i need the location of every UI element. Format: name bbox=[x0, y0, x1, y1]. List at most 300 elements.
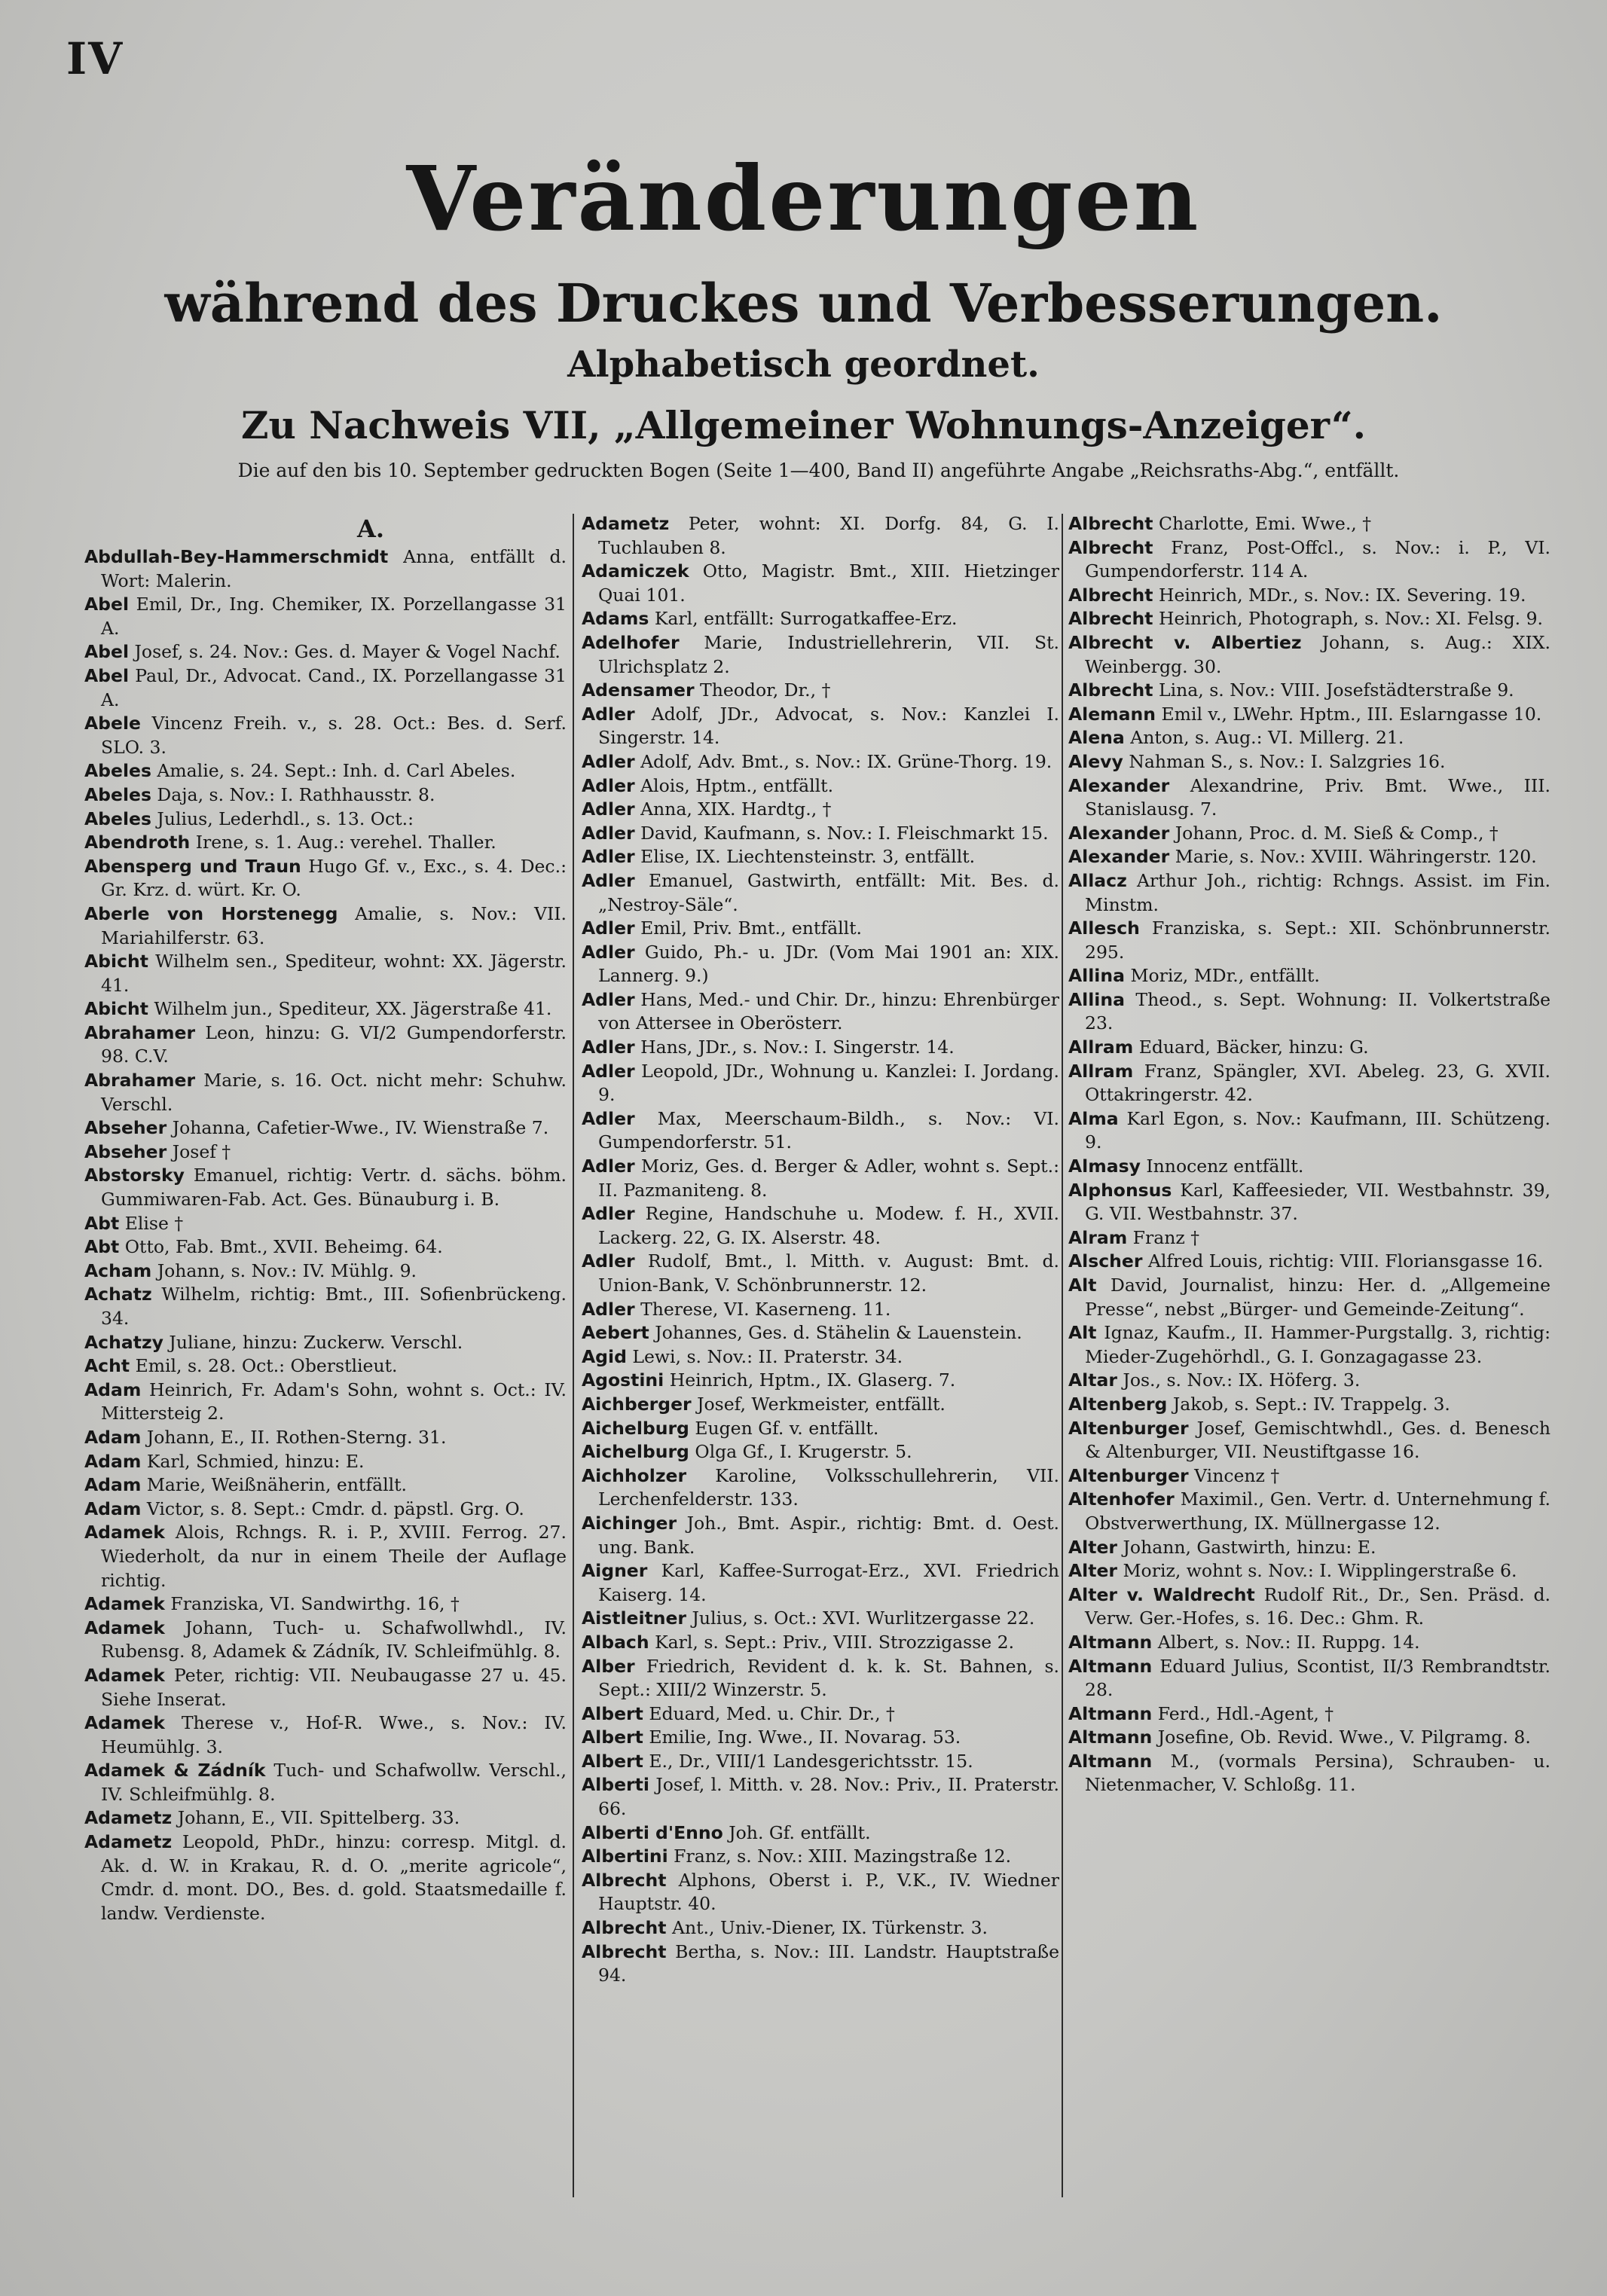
directory-entry bbox=[582, 1440, 1059, 1464]
entry-surname: Alemann bbox=[1068, 703, 1156, 725]
entry-details: Hans, Med.- und Chir. Dr., hinzu: Ehrenbürger von Attersee in Oberösterr. bbox=[598, 988, 1059, 1034]
directory-entry bbox=[84, 1664, 567, 1711]
entry-surname: Adam bbox=[84, 1379, 142, 1400]
entry-surname: Adler bbox=[582, 917, 635, 939]
directory-entry bbox=[1068, 1321, 1550, 1369]
directory-entry bbox=[84, 902, 567, 950]
entry-details: Peter, richtig: VII. Neubaugasse 27 u. 45. Siehe Inserat. bbox=[101, 1664, 567, 1710]
entry-details: Johann, E., VII. Spittelberg. 33. bbox=[177, 1807, 460, 1829]
directory-entry bbox=[582, 1464, 1059, 1512]
entry-details: Vincenz † bbox=[1194, 1464, 1280, 1486]
entry-surname: Acham bbox=[84, 1259, 152, 1281]
entry-details: Emil, Dr., Ing. Chemiker, IX. Porzellangasse 31 A. bbox=[101, 594, 567, 639]
directory-entry bbox=[582, 845, 1059, 869]
entry-details: Emanuel, Gastwirth, entfällt: Mit. Bes. d. „Nestroy-Säle“. bbox=[598, 869, 1059, 915]
directory-entry bbox=[582, 869, 1059, 917]
entry-details: Josef, Gemischtwhdl., Ges. d. Benesch & Altenburger, VII. Neustiftgasse 16. bbox=[1085, 1417, 1550, 1463]
entry-surname: Adler bbox=[582, 1298, 635, 1320]
entry-details: Marie, s. Nov.: XVIII. Währingerstr. 120. bbox=[1175, 846, 1537, 868]
directory-entry bbox=[582, 1036, 1059, 1060]
entry-details: Franziska, VI. Sandwirthg. 16, † bbox=[170, 1593, 460, 1615]
entry-details: Marie, s. 16. Oct. nicht mehr: Schuhw. Verschl. bbox=[101, 1070, 567, 1115]
directory-entry bbox=[582, 1155, 1059, 1202]
directory-entry bbox=[84, 1116, 567, 1140]
entry-details: Moriz, MDr., entfällt. bbox=[1130, 965, 1320, 987]
directory-entry bbox=[84, 950, 567, 997]
directory-entry bbox=[1068, 1417, 1550, 1464]
entry-details: Irene, s. 1. Aug.: verehel. Thaller. bbox=[195, 832, 496, 853]
directory-entry bbox=[1068, 1726, 1550, 1750]
entry-surname: Altenhofer bbox=[1068, 1488, 1175, 1510]
entry-details: Anna, entfällt d. Wort: Malerin. bbox=[101, 546, 567, 591]
entry-details: Regine, Handschuhe u. Modew. f. H., XVII. Lackerg. 22, G. IX. Alserstr. 48. bbox=[598, 1203, 1059, 1248]
column-1 bbox=[84, 512, 567, 1925]
directory-entry bbox=[84, 1069, 567, 1116]
entry-surname: Adler bbox=[582, 1037, 635, 1058]
entry-details: Johanna, Cafetier-Wwe., IV. Wienstraße 7. bbox=[172, 1117, 549, 1139]
entry-details: Alois, Hptm., entfällt. bbox=[640, 774, 834, 796]
entry-details: Franz, Post-Offcl., s. Nov.: i. P., VI. Gumpendorferstr. 114 A. bbox=[1085, 536, 1550, 582]
entry-details: Johannes, Ges. d. Stähelin & Lauenstein. bbox=[655, 1322, 1022, 1344]
entry-surname: Adler bbox=[582, 798, 635, 820]
directory-entry bbox=[84, 1711, 567, 1759]
entry-details: M., (vormals Persina), Schrauben- u. Nietenmacher, V. Schloßg. 11. bbox=[1085, 1750, 1550, 1796]
entry-surname: Adensamer bbox=[582, 679, 695, 701]
entry-surname: Adam bbox=[84, 1426, 142, 1448]
directory-entry bbox=[84, 545, 567, 593]
entry-surname: Abicht bbox=[84, 998, 148, 1020]
intro-note: Die auf den bis 10. September gedruckten Bogen (Seite 1—400, Band II) angeführte Angabe „Reichsraths-Abg.“, entfällt. bbox=[237, 460, 1400, 481]
entry-surname: Alphonsus bbox=[1068, 1179, 1172, 1201]
directory-entry bbox=[582, 798, 1059, 822]
directory-entry bbox=[84, 1140, 567, 1165]
entry-surname: Alena bbox=[1068, 727, 1125, 749]
directory-entry bbox=[84, 997, 567, 1021]
directory-entry bbox=[582, 774, 1059, 798]
entry-surname: Albrecht bbox=[1068, 584, 1153, 606]
entry-surname: Albert bbox=[582, 1750, 643, 1772]
entry-surname: Adler bbox=[582, 1156, 635, 1177]
entry-details: Julius, s. Oct.: XVI. Wurlitzergasse 22. bbox=[692, 1608, 1035, 1629]
entry-details: Heinrich, MDr., s. Nov.: IX. Severing. 19. bbox=[1158, 584, 1526, 606]
directory-entry bbox=[1068, 1060, 1550, 1107]
entry-surname: Adamiczek bbox=[582, 560, 689, 582]
entry-details: Emil v., LWehr. Hptm., III. Eslarngasse 10. bbox=[1161, 703, 1542, 725]
directory-entry bbox=[1068, 1226, 1550, 1250]
entry-details: Max, Meerschaum-Bildh., s. Nov.: VI. Gumpendorferstr. 51. bbox=[598, 1107, 1059, 1153]
entry-surname: Albrecht v. Albertiez bbox=[1068, 631, 1302, 653]
directory-entry bbox=[84, 593, 567, 640]
entry-surname: Albrecht bbox=[582, 1940, 667, 1962]
entry-surname: Adler bbox=[582, 774, 635, 796]
entry-surname: Albert bbox=[582, 1727, 643, 1748]
entry-surname: Abrahamer bbox=[84, 1021, 196, 1043]
directory-entry bbox=[84, 664, 567, 712]
entry-surname: Altar bbox=[1068, 1369, 1117, 1391]
directory-entry bbox=[84, 1592, 567, 1617]
entry-details: David, Journalist, hinzu: Her. d. „Allgemeine Presse“, nebst „Bürger- und Gemeinde-Zeitung“. bbox=[1085, 1275, 1550, 1320]
entry-surname: Albrecht bbox=[1068, 513, 1153, 534]
entry-details: Friedrich, Revident d. k. k. St. Bahnen, s. Sept.: XIII/2 Winzerstr. 5. bbox=[598, 1655, 1059, 1701]
directory-entry bbox=[1068, 750, 1550, 774]
directory-entry bbox=[1068, 1464, 1550, 1488]
entry-details: Ant., Univ.-Diener, IX. Türkenstr. 3. bbox=[671, 1917, 988, 1939]
directory-entry bbox=[582, 1821, 1059, 1846]
entry-details: Emil, Priv. Bmt., entfällt. bbox=[640, 917, 863, 939]
directory-entry bbox=[582, 512, 1059, 560]
entry-details: Daja, s. Nov.: I. Rathhausstr. 8. bbox=[157, 783, 435, 805]
entry-surname: Agostini bbox=[582, 1369, 664, 1391]
entry-details: Emil, s. 28. Oct.: Oberstlieut. bbox=[135, 1355, 398, 1377]
directory-entry bbox=[84, 1212, 567, 1236]
directory-entry bbox=[582, 1655, 1059, 1702]
entry-surname: Abeles bbox=[84, 783, 151, 805]
directory-entry bbox=[84, 1426, 567, 1450]
entry-details: Johann, E., II. Rothen-Sterng. 31. bbox=[146, 1426, 447, 1448]
directory-entry bbox=[1068, 1655, 1550, 1702]
entry-details: Nahman S., s. Nov.: I. Salzgries 16. bbox=[1129, 750, 1446, 772]
entry-surname: Adelhofer bbox=[582, 631, 680, 653]
directory-entry bbox=[1068, 1393, 1550, 1417]
entry-surname: Abel bbox=[84, 641, 130, 663]
entry-details: Amalie, s. Nov.: VII. Mariahilferstr. 63. bbox=[101, 902, 567, 948]
directory-entry bbox=[84, 1521, 567, 1592]
entry-surname: Alexander bbox=[1068, 774, 1170, 796]
directory-entry bbox=[1068, 1488, 1550, 1535]
entry-details: Wilhelm sen., Spediteur, wohnt: XX. Jägerstr. 41. bbox=[101, 951, 567, 996]
entry-details: Albert, s. Nov.: II. Ruppg. 14. bbox=[1157, 1631, 1420, 1653]
directory-entry bbox=[84, 783, 567, 808]
directory-entry bbox=[582, 1060, 1059, 1107]
entry-surname: Alram bbox=[1068, 1226, 1128, 1248]
entry-details: Alfred Louis, richtig: VIII. Floriansgasse 16. bbox=[1147, 1250, 1544, 1272]
entry-details: Johann, s. Aug.: XIX. Weinbergg. 30. bbox=[1085, 631, 1550, 677]
entry-surname: Albach bbox=[582, 1631, 649, 1653]
entry-surname: Albertini bbox=[582, 1846, 668, 1867]
entry-details: Joh., Bmt. Aspir., richtig: Bmt. d. Oest. ung. Bank. bbox=[598, 1512, 1059, 1558]
directory-entry bbox=[582, 679, 1059, 703]
directory-entry bbox=[84, 1473, 567, 1498]
entry-surname: Allram bbox=[1068, 1037, 1134, 1058]
directory-entry bbox=[1068, 988, 1550, 1036]
directory-entry bbox=[582, 1512, 1059, 1559]
entry-surname: Abseher bbox=[84, 1117, 167, 1139]
entry-surname: Adams bbox=[582, 608, 649, 630]
entry-surname: Abeles bbox=[84, 760, 151, 782]
entry-surname: Abdullah-Bey-Hammerschmidt bbox=[84, 546, 389, 567]
entry-surname: Adametz bbox=[84, 1831, 173, 1853]
entry-surname: Altenburger bbox=[1068, 1417, 1189, 1439]
entry-details: Johann, s. Nov.: IV. Mühlg. 9. bbox=[157, 1259, 417, 1281]
entry-details: Johann, Gastwirth, hinzu: E. bbox=[1123, 1536, 1376, 1558]
directory-entry bbox=[84, 1617, 567, 1664]
entry-details: Bertha, s. Nov.: III. Landstr. Hauptstraße 94. bbox=[598, 1940, 1059, 1986]
entry-details: Ignaz, Kaufm., II. Hammer-Purgstallg. 3, richtig: Mieder-Zugehörhdl., G. I. Gonzagagasse 23. bbox=[1085, 1322, 1550, 1367]
entry-surname: Alscher bbox=[1068, 1250, 1143, 1272]
directory-entry bbox=[1068, 845, 1550, 869]
entry-details: Wilhelm, richtig: Bmt., III. Sofienbrückeng. 34. bbox=[101, 1284, 567, 1329]
entry-details: Otto, Fab. Bmt., XVII. Beheimg. 64. bbox=[124, 1236, 443, 1258]
directory-entry bbox=[582, 1607, 1059, 1631]
entry-surname: Adam bbox=[84, 1498, 142, 1519]
entry-details: Leon, hinzu: G. VI/2 Gumpendorferstr. 98. C.V. bbox=[101, 1021, 567, 1067]
directory-entry bbox=[1068, 1369, 1550, 1393]
entry-surname: Adametz bbox=[582, 513, 670, 534]
directory-entry bbox=[84, 1235, 567, 1259]
entry-details: Josef, s. 24. Nov.: Ges. d. Mayer & Vogel Nachf. bbox=[134, 641, 561, 663]
directory-entry bbox=[1068, 774, 1550, 822]
entry-details: Hugo Gf. v., Exc., s. 4. Dec.: Gr. Krz. d. würt. Kr. O. bbox=[101, 855, 567, 901]
directory-entry bbox=[1068, 1155, 1550, 1179]
entry-surname: Alter bbox=[1068, 1536, 1118, 1558]
entry-details: Alexandrine, Priv. Bmt. Wwe., III. Stanislausg. 7. bbox=[1085, 774, 1550, 820]
entry-surname: Alma bbox=[1068, 1107, 1119, 1129]
entry-details: Karl, Kaffee-Surrogat-Erz., XVI. Friedrich Kaiserg. 14. bbox=[598, 1560, 1059, 1605]
entry-details: Leopold, PhDr., hinzu: corresp. Mitgl. d. Ak. d. W. in Krakau, R. d. O. „merite agricole“, Cmdr. d. mont. DO., Bes. d. gold. Staatsmedaille f. landw. Verdienste. bbox=[101, 1831, 567, 1924]
entry-surname: Abendroth bbox=[84, 832, 191, 853]
directory-entry bbox=[582, 1250, 1059, 1297]
entry-surname: Abrahamer bbox=[84, 1070, 196, 1092]
directory-entry bbox=[582, 1417, 1059, 1441]
directory-entry bbox=[84, 759, 567, 783]
directory-entry bbox=[582, 1298, 1059, 1322]
directory-entry bbox=[1068, 1750, 1550, 1797]
directory-entry bbox=[84, 1354, 567, 1379]
directory-entry bbox=[582, 1631, 1059, 1655]
entry-details: Leopold, JDr., Wohnung u. Kanzlei: I. Jordang. 9. bbox=[598, 1060, 1059, 1106]
entry-details: Rudolf, Bmt., l. Mitth. v. August: Bmt. d. Union-Bank, V. Schönbrunnerstr. 12. bbox=[598, 1250, 1059, 1296]
directory-entry bbox=[1068, 1036, 1550, 1060]
directory-entry bbox=[84, 1283, 567, 1330]
directory-entry bbox=[582, 631, 1059, 679]
entry-details: Anna, XIX. Hardtg., † bbox=[640, 798, 832, 820]
entry-details: Emilie, Ing. Wwe., II. Novarag. 53. bbox=[649, 1727, 961, 1748]
directory-entry bbox=[84, 1759, 567, 1806]
entry-details: Karl, entfällt: Surrogatkaffee-Erz. bbox=[654, 608, 958, 630]
entry-surname: Allram bbox=[1068, 1060, 1134, 1082]
entry-details: Heinrich, Photograph, s. Nov.: XI. Felsg. 9. bbox=[1158, 608, 1544, 630]
entry-details: Peter, wohnt: XI. Dorfg. 84, G. I. Tuchlauben 8. bbox=[598, 513, 1059, 558]
entry-surname: Achatzy bbox=[84, 1331, 163, 1353]
entry-details: David, Kaufmann, s. Nov.: I. Fleischmarkt 15. bbox=[640, 822, 1049, 844]
entry-surname: Aigner bbox=[582, 1560, 648, 1582]
directory-entry bbox=[582, 1393, 1059, 1417]
directory-entry bbox=[1068, 607, 1550, 631]
entry-details: Theod., s. Sept. Wohnung: II. Volkertstraße 23. bbox=[1085, 988, 1550, 1034]
directory-entry bbox=[582, 1726, 1059, 1750]
directory-entry bbox=[582, 703, 1059, 750]
entry-surname: Allina bbox=[1068, 988, 1125, 1010]
entry-details: Theodor, Dr., † bbox=[700, 679, 831, 701]
directory-entry bbox=[84, 1498, 567, 1522]
entry-surname: Altenburger bbox=[1068, 1464, 1189, 1486]
directory-entry bbox=[1068, 1274, 1550, 1321]
column-3 bbox=[1068, 512, 1550, 1797]
directory-entry bbox=[84, 640, 567, 664]
entry-surname: Aichelburg bbox=[582, 1441, 689, 1463]
entry-surname: Allesch bbox=[1068, 917, 1140, 939]
directory-entry bbox=[1068, 703, 1550, 727]
entry-surname: Agid bbox=[582, 1345, 627, 1367]
column-2 bbox=[582, 512, 1059, 1988]
entry-surname: Abensperg und Traun bbox=[84, 855, 301, 877]
entry-details: Franz † bbox=[1132, 1226, 1199, 1248]
entry-details: Emanuel, richtig: Vertr. d. sächs. böhm. Gummiwaren-Fab. Act. Ges. Bünauburg i. B. bbox=[101, 1165, 567, 1211]
entry-details: Adolf, JDr., Advocat, s. Nov.: Kanzlei I. Singerstr. 14. bbox=[598, 703, 1059, 749]
directory-entry bbox=[582, 1916, 1059, 1940]
directory-entry bbox=[582, 1107, 1059, 1155]
entry-details: Marie, Weißnäherin, entfällt. bbox=[146, 1474, 408, 1496]
entry-surname: Aichholzer bbox=[582, 1464, 687, 1486]
entry-details: Vincenz Freih. v., s. 28. Oct.: Bes. d. Serf. SLO. 3. bbox=[101, 713, 567, 758]
entry-surname: Altmann bbox=[1068, 1631, 1153, 1653]
directory-entry bbox=[582, 988, 1059, 1036]
entry-surname: Adamek bbox=[84, 1617, 165, 1638]
entry-details: Innocenz entfällt. bbox=[1146, 1156, 1304, 1177]
entry-surname: Adamek bbox=[84, 1712, 165, 1734]
entry-details: Lewi, s. Nov.: II. Praterstr. 34. bbox=[632, 1345, 903, 1367]
directory-entry bbox=[582, 1345, 1059, 1369]
directory-entry bbox=[1068, 1250, 1550, 1274]
directory-entry bbox=[582, 607, 1059, 631]
entry-surname: Altmann bbox=[1068, 1655, 1153, 1677]
entry-details: Marie, Industriellehrerin, VII. St. Ulrichsplatz 2. bbox=[598, 631, 1059, 677]
entry-surname: Altmann bbox=[1068, 1702, 1153, 1724]
entry-details: Rudolf Rit., Dr., Sen. Präsd. d. Verw. Ger.-Hofes, s. 16. Dec.: Ghm. R. bbox=[1085, 1583, 1550, 1629]
entry-details: Eugen Gf. v. entfällt. bbox=[695, 1417, 879, 1439]
entry-surname: Abicht bbox=[84, 951, 148, 972]
directory-entry bbox=[84, 712, 567, 759]
entry-details: Alois, Rchngs. R. i. P., XVIII. Ferrog. 27. Wiederholt, da nur in einem Theile der Auflage richtig. bbox=[101, 1522, 567, 1591]
entry-surname: Adler bbox=[582, 869, 635, 891]
directory-entry bbox=[1068, 631, 1550, 679]
directory-entry bbox=[582, 750, 1059, 774]
directory-entry bbox=[1068, 1107, 1550, 1155]
entry-surname: Abel bbox=[84, 594, 130, 615]
directory-entry bbox=[84, 831, 567, 855]
entry-surname: Altmann bbox=[1068, 1727, 1153, 1748]
entry-details: Amalie, s. 24. Sept.: Inh. d. Carl Abeles. bbox=[157, 760, 516, 782]
directory-entry bbox=[582, 1845, 1059, 1869]
entry-surname: Adam bbox=[84, 1450, 142, 1472]
page-subtitle: während des Druckes und Verbesserungen. bbox=[164, 272, 1443, 334]
entry-details: Jakob, s. Sept.: IV. Trappelg. 3. bbox=[1172, 1393, 1450, 1415]
directory-entry bbox=[84, 1259, 567, 1284]
entry-details: Charlotte, Emi. Wwe., † bbox=[1158, 513, 1371, 534]
directory-entry bbox=[84, 1450, 567, 1474]
entry-surname: Albrecht bbox=[582, 1917, 667, 1939]
entry-surname: Adamek bbox=[84, 1664, 165, 1686]
entry-surname: Alter bbox=[1068, 1560, 1118, 1582]
entry-surname: Abeles bbox=[84, 808, 151, 829]
entry-surname: Almasy bbox=[1068, 1156, 1141, 1177]
entry-details: Guido, Ph.- u. JDr. (Vom Mai 1901 an: XIX. Lannerg. 9.) bbox=[598, 941, 1059, 987]
entry-surname: Adler bbox=[582, 1107, 635, 1129]
directory-entry bbox=[1068, 1583, 1550, 1631]
entry-surname: Albrecht bbox=[1068, 679, 1153, 701]
entry-surname: Aebert bbox=[582, 1322, 649, 1344]
entry-surname: Alberti bbox=[582, 1774, 649, 1796]
entry-details: Franz, Spängler, XVI. Abeleg. 23, G. XVII. Ottakringerstr. 42. bbox=[1085, 1060, 1550, 1106]
entry-details: Josef, l. Mitth. v. 28. Nov.: Priv., II. Praterstr. 66. bbox=[598, 1774, 1059, 1820]
entry-surname: Adametz bbox=[84, 1807, 173, 1829]
directory-entry bbox=[84, 855, 567, 902]
entry-details: Juliane, hinzu: Zuckerw. Verschl. bbox=[169, 1331, 463, 1353]
entry-surname: Acht bbox=[84, 1355, 130, 1377]
directory-entry bbox=[582, 1559, 1059, 1607]
entry-details: Heinrich, Fr. Adam's Sohn, wohnt s. Oct.: IV. Mittersteig 2. bbox=[101, 1379, 567, 1424]
entry-details: Tuch- und Schafwollw. Verschl., IV. Schleifmühlg. 8. bbox=[101, 1760, 567, 1805]
directory-entry bbox=[1068, 869, 1550, 917]
entry-surname: Adamek bbox=[84, 1522, 165, 1543]
entry-details: Julius, Lederhdl., s. 13. Oct.: bbox=[157, 808, 414, 829]
entry-surname: Adler bbox=[582, 750, 635, 772]
entry-details: Joh. Gf. entfällt. bbox=[729, 1821, 871, 1843]
entry-details: Wilhelm jun., Spediteur, XX. Jägerstraße 41. bbox=[154, 998, 552, 1020]
entry-surname: Adler bbox=[582, 703, 635, 725]
page-title: Veränderungen bbox=[406, 146, 1201, 251]
entry-details: Karl, Schmied, hinzu: E. bbox=[146, 1450, 365, 1472]
entry-details: Maximil., Gen. Vertr. d. Unternehmung f. Obstverwerthung, IX. Müllnergasse 12. bbox=[1085, 1488, 1550, 1534]
directory-entry bbox=[582, 1702, 1059, 1727]
entry-surname: Aichberger bbox=[582, 1393, 692, 1415]
entry-surname: Abel bbox=[84, 664, 130, 686]
entry-surname: Altmann bbox=[1068, 1750, 1153, 1772]
entry-details: Josef, Werkmeister, entfällt. bbox=[697, 1393, 946, 1415]
entry-details: E., Dr., VIII/1 Landesgerichtsstr. 15. bbox=[649, 1750, 973, 1772]
directory-entry bbox=[582, 941, 1059, 988]
entry-surname: Alt bbox=[1068, 1322, 1097, 1344]
directory-entry bbox=[1068, 1631, 1550, 1655]
entry-surname: Adler bbox=[582, 822, 635, 844]
entry-surname: Alexander bbox=[1068, 846, 1170, 868]
directory-entry bbox=[1068, 1559, 1550, 1583]
directory-entry bbox=[582, 1773, 1059, 1821]
entry-surname: Adam bbox=[84, 1474, 142, 1496]
entry-details: Heinrich, Hptm., IX. Glaserg. 7. bbox=[669, 1369, 956, 1391]
entry-surname: Adler bbox=[582, 1060, 635, 1082]
entry-surname: Abseher bbox=[84, 1140, 167, 1162]
directory-entry bbox=[1068, 917, 1550, 964]
entry-surname: Allacz bbox=[1068, 869, 1127, 891]
entry-details: Josefine, Ob. Revid. Wwe., V. Pilgramg. 8. bbox=[1157, 1727, 1531, 1748]
column-divider bbox=[1062, 514, 1063, 2197]
directory-entry bbox=[582, 917, 1059, 941]
directory-entry bbox=[84, 1021, 567, 1069]
directory-entry bbox=[84, 808, 567, 832]
directory-entry bbox=[582, 822, 1059, 846]
entry-details: Jos., s. Nov.: IX. Höferg. 3. bbox=[1123, 1369, 1361, 1391]
directory-entry bbox=[582, 1321, 1059, 1345]
entry-details: Alphons, Oberst i. P., V.K., IV. Wiedner Hauptstr. 40. bbox=[598, 1869, 1059, 1915]
directory-entry bbox=[582, 560, 1059, 607]
directory-entry bbox=[1068, 964, 1550, 988]
entry-surname: Aberle von Horstenegg bbox=[84, 902, 338, 924]
entry-details: Moriz, wohnt s. Nov.: I. Wipplingerstraße 6. bbox=[1123, 1560, 1517, 1582]
entry-surname: Alexander bbox=[1068, 822, 1170, 844]
entry-details: Eduard, Bäcker, hinzu: G. bbox=[1138, 1037, 1369, 1058]
entry-surname: Achatz bbox=[84, 1284, 152, 1305]
entry-surname: Aichelburg bbox=[582, 1417, 689, 1439]
entry-details: Josef † bbox=[172, 1140, 231, 1162]
directory-entry bbox=[1068, 584, 1550, 608]
directory-entry bbox=[582, 1369, 1059, 1393]
entry-details: Franziska, s. Sept.: XII. Schönbrunnerstr. 295. bbox=[1085, 917, 1550, 963]
entry-details: Therese v., Hof-R. Wwe., s. Nov.: IV. Heumühlg. 3. bbox=[101, 1712, 567, 1757]
entry-details: Lina, s. Nov.: VIII. Josefstädterstraße 9. bbox=[1158, 679, 1514, 701]
entry-details: Otto, Magistr. Bmt., XIII. Hietzinger Quai 101. bbox=[598, 560, 1059, 606]
entry-surname: Alt bbox=[1068, 1275, 1097, 1296]
